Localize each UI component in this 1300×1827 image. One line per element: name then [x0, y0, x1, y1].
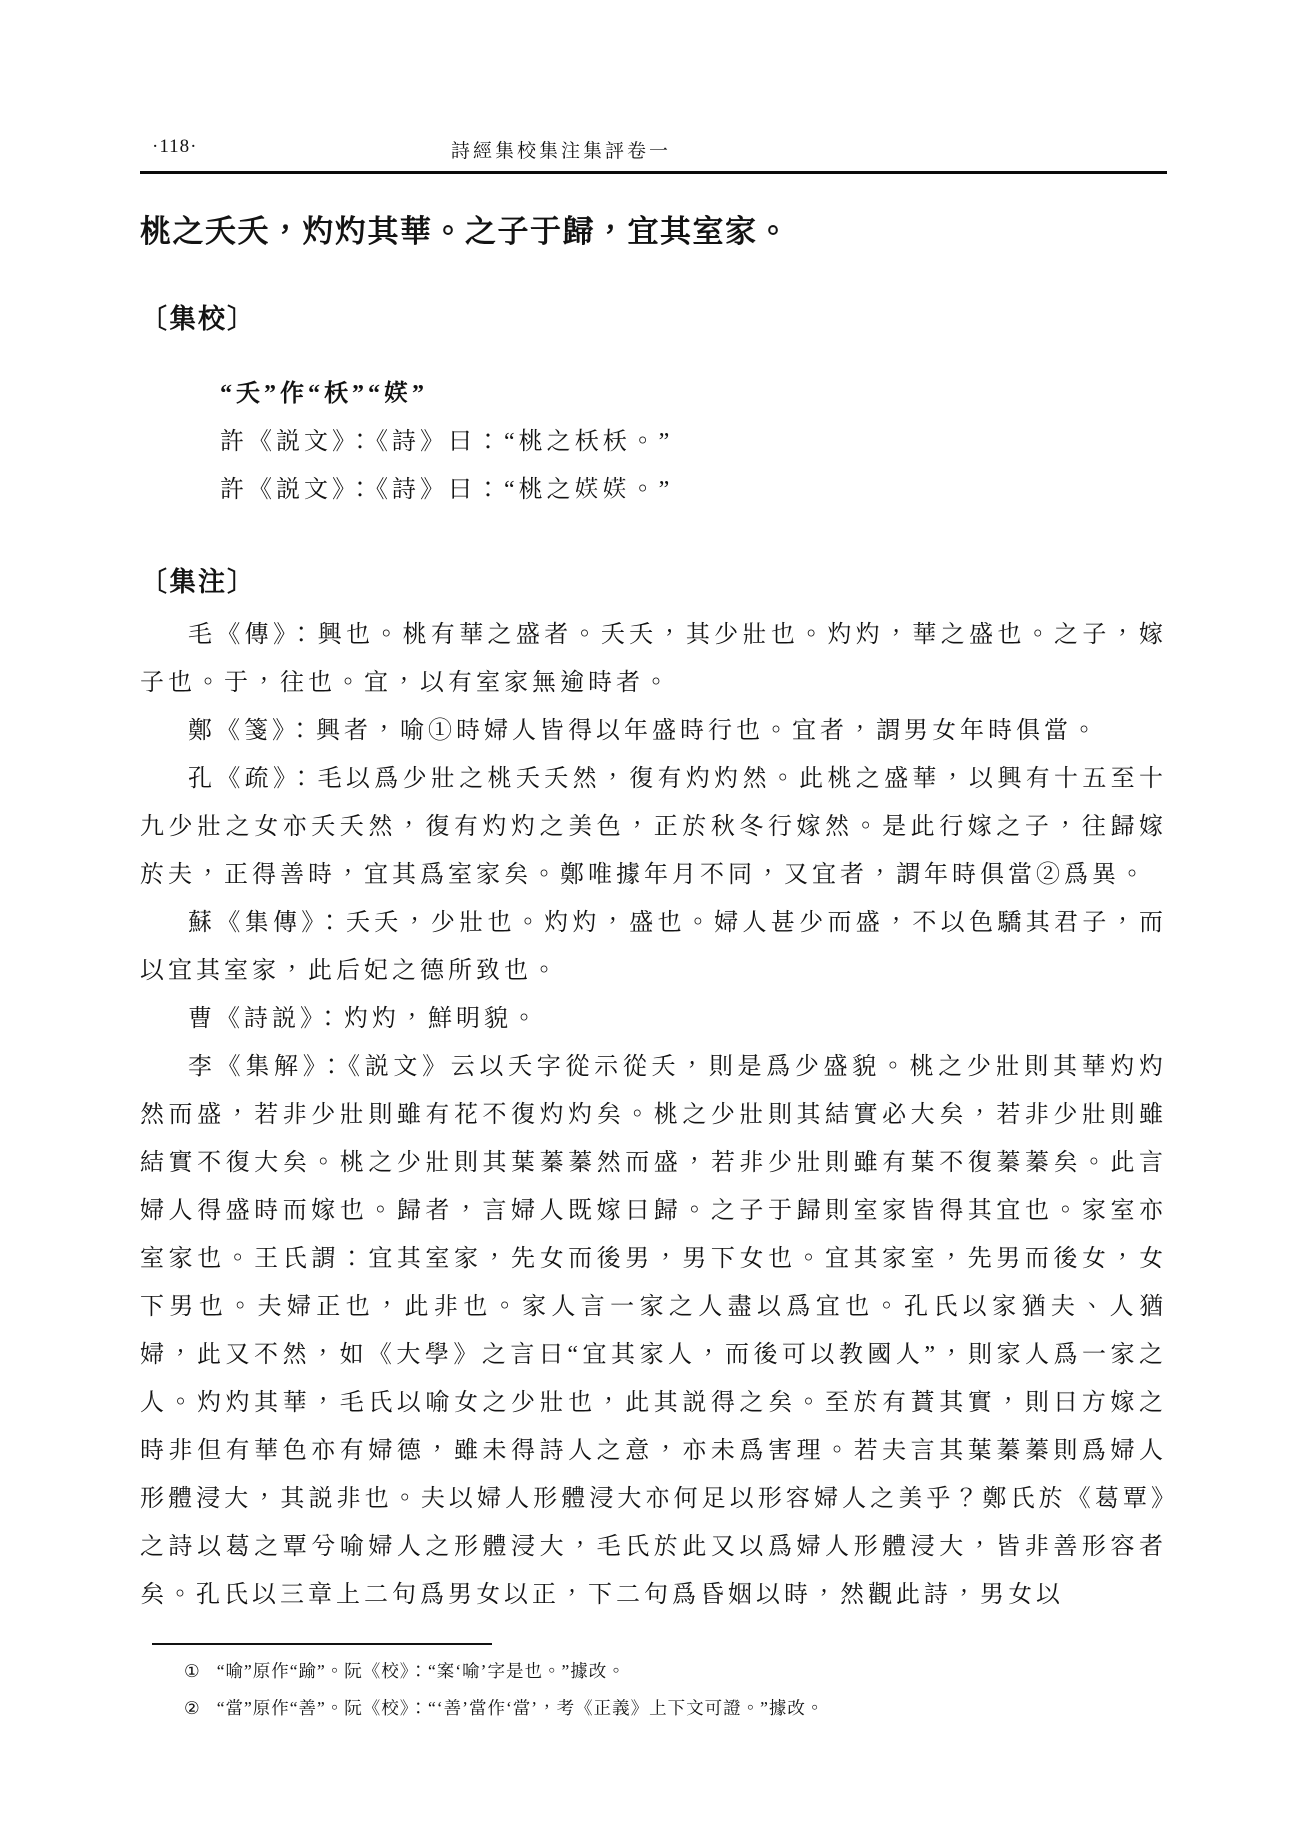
- footnote-area: [140, 1653, 1167, 1727]
- poem-title: 桃之夭夭，灼灼其華。之子于歸，宜其室家。: [140, 214, 790, 249]
- page-header: [140, 136, 1167, 164]
- collation-line: “夭”作“枖”“𡝩”: [220, 381, 428, 407]
- footnote-text: “喻”原作“踰”。阮《校》：“案‘喻’字是也。”據改。: [216, 1661, 626, 1681]
- page-number: ·118·: [152, 136, 198, 157]
- collation-line: 許《説文》：《詩》曰：“桃之𡝩𡝩。”: [220, 477, 674, 503]
- section-heading-annotation: 〔集注〕: [140, 567, 256, 597]
- footnote-text: “當”原作“善”。阮《校》：“‘善’當作‘當’，考《正義》上下文可證。”據改。: [216, 1698, 825, 1718]
- header-rule: [140, 171, 1167, 174]
- running-title: 詩經集校集注集評卷一: [451, 141, 672, 162]
- annotation-paragraph-mao: 毛《傳》：興也。桃有華之盛者。夭夭，其少壯也。灼灼，華之盛也。之子，嫁子也。于，往也。宜，以有室家無逾時者。: [140, 622, 1167, 696]
- footnote-marker: ①: [184, 1661, 201, 1681]
- annotation-block: [140, 611, 1167, 1619]
- annotation-paragraph-cao: 曹《詩説》：灼灼，鮮明貌。: [188, 1006, 540, 1032]
- footnote: [140, 1653, 1167, 1690]
- footnote: [140, 1690, 1167, 1727]
- collation-block: [140, 370, 1167, 514]
- section-heading-collation: 〔集校〕: [140, 304, 256, 334]
- annotation-paragraph-zheng: 鄭《箋》：興者，喻①時婦人皆得以年盛時行也。宜者，謂男女年時俱當。: [188, 718, 1100, 744]
- collation-line: 許《説文》：《詩》曰：“桃之枖枖。”: [220, 429, 674, 455]
- annotation-paragraph-li: 李《集解》：《説文》云以夭字從示從夭，則是爲少盛貌。桃之少壯則其華灼灼然而盛，若非少壯則雖有花不復灼灼矣。桃之少壯則其結實必大矣，若非少壯則雖結實不復大矣。桃之少壯則其葉蓁蓁然而盛，若非少壯則雖有葉不復蓁蓁矣。此言婦人得盛時而嫁也。歸者，言婦人既嫁曰歸。之子于歸則室家皆得其宜也。家室亦室家也。王氏謂：宜其室家，先女而後男，男下女也。宜其家室，先男而後女，女下男也。夫婦正也，此非也。家人言一家之人盡以爲宜也。孔氏以家猶夫、人猶婦，此又不然，如《大學》之言曰“宜其家人，而後可以教國人”，則家人爲一家之人。灼灼其華，毛氏以喻女之少壯也，此其説得之矣。至於有蕡其實，則曰方嫁之時非但有華色亦有婦德，雖未得詩人之意，亦未爲害理。若夫言其葉蓁蓁則爲婦人形體浸大，其説非也。夫以婦人形體浸大亦何足以形容婦人之美乎？鄭氏於《葛覃》之詩以葛之覃兮喻婦人之形體浸大，毛氏於此又以爲婦人形體浸大，皆非善形容者矣。孔氏以三章上二句爲男女以正，下二句爲昏姻以時，然觀此詩，男女以: [140, 1054, 1167, 1608]
- footnote-divider: [152, 1643, 492, 1645]
- annotation-paragraph-kong: 孔《疏》：毛以爲少壯之桃夭夭然，復有灼灼然。此桃之盛華，以興有十五至十九少壯之女亦夭夭然，復有灼灼之美色，正於秋冬行嫁然。是此行嫁之子，往歸嫁於夫，正得善時，宜其爲室家矣。鄭唯據年月不同，又宜者，謂年時俱當②爲異。: [140, 766, 1167, 888]
- annotation-paragraph-su: 蘇《集傳》：夭夭，少壯也。灼灼，盛也。婦人甚少而盛，不以色驕其君子，而以宜其室家，此后妃之德所致也。: [140, 910, 1167, 984]
- footnote-marker: ②: [184, 1698, 201, 1718]
